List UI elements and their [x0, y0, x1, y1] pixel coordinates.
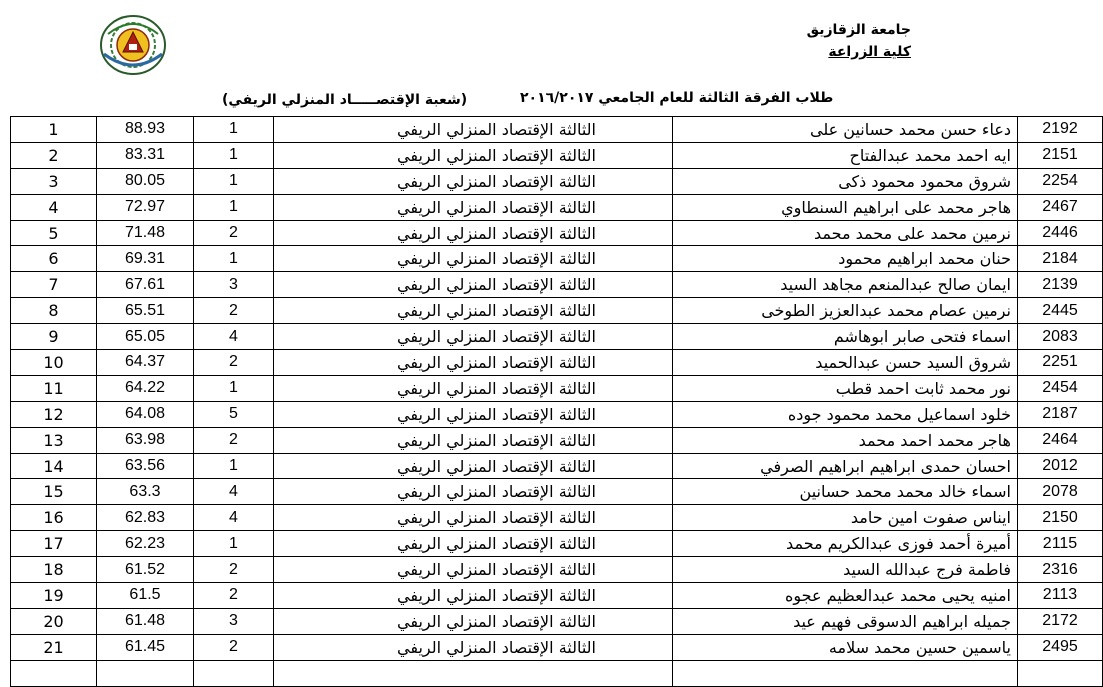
rank-cell: 12	[11, 401, 97, 427]
seat-number-cell: 2495	[1018, 634, 1103, 660]
student-name-cell: أميرة أحمد فوزى عبدالكريم محمد	[673, 531, 1018, 557]
department-cell: الثالثة الإقتصاد المنزلي الريفي	[274, 608, 673, 634]
seat-number-cell: 2192	[1018, 117, 1103, 143]
table-row	[11, 531, 1103, 557]
score-cell: 62.23	[97, 531, 194, 557]
score-cell: 88.93	[97, 117, 194, 143]
department-cell: الثالثة الإقتصاد المنزلي الريفي	[274, 220, 673, 246]
student-name-cell: احسان حمدى ابراهيم ابراهيم الصرفي	[673, 453, 1018, 479]
seat-number-cell: 2113	[1018, 583, 1103, 609]
table-row	[11, 634, 1103, 660]
department-cell: الثالثة الإقتصاد المنزلي الريفي	[274, 194, 673, 220]
rank-cell: 9	[11, 324, 97, 350]
grade-cell: 1	[194, 168, 274, 194]
department-cell: الثالثة الإقتصاد المنزلي الريفي	[274, 168, 673, 194]
student-name-cell: اسماء خالد محمد محمد حسانين	[673, 479, 1018, 505]
seat-number-cell: 2115	[1018, 531, 1103, 557]
department-cell: الثالثة الإقتصاد المنزلي الريفي	[274, 505, 673, 531]
grade-cell: 1	[194, 117, 274, 143]
grade-cell: 1	[194, 246, 274, 272]
rank-cell: 16	[11, 505, 97, 531]
table-row	[11, 557, 1103, 583]
student-name-cell: فاطمة فرج عبدالله السيد	[673, 557, 1018, 583]
student-name-cell: اسماء فتحى صابر ابوهاشم	[673, 324, 1018, 350]
grade-cell: 1	[194, 142, 274, 168]
table-row	[11, 660, 1103, 686]
rank-cell: 8	[11, 298, 97, 324]
rank-cell: 7	[11, 272, 97, 298]
department-cell: الثالثة الإقتصاد المنزلي الريفي	[274, 350, 673, 376]
empty-cell	[97, 660, 194, 686]
grade-cell: 3	[194, 272, 274, 298]
seat-number-cell: 2467	[1018, 194, 1103, 220]
student-name-cell: هاجر محمد على ابراهيم السنطاوي	[673, 194, 1018, 220]
score-cell: 69.31	[97, 246, 194, 272]
table-row	[11, 401, 1103, 427]
score-cell: 72.97	[97, 194, 194, 220]
table-row	[11, 583, 1103, 609]
score-cell: 61.5	[97, 583, 194, 609]
table-row	[11, 117, 1103, 143]
grade-cell: 2	[194, 557, 274, 583]
department-cell: الثالثة الإقتصاد المنزلي الريفي	[274, 531, 673, 557]
department-cell: الثالثة الإقتصاد المنزلي الريفي	[274, 324, 673, 350]
table-row	[11, 608, 1103, 634]
student-name-cell: خلود اسماعيل محمد محمود جوده	[673, 401, 1018, 427]
score-cell: 80.05	[97, 168, 194, 194]
empty-cell	[1018, 660, 1103, 686]
department-cell: الثالثة الإقتصاد المنزلي الريفي	[274, 246, 673, 272]
score-cell: 61.52	[97, 557, 194, 583]
grade-cell: 2	[194, 634, 274, 660]
grade-cell: 5	[194, 401, 274, 427]
table-row	[11, 142, 1103, 168]
grade-cell: 1	[194, 375, 274, 401]
grade-cell: 1	[194, 194, 274, 220]
rank-cell: 4	[11, 194, 97, 220]
department-cell: الثالثة الإقتصاد المنزلي الريفي	[274, 427, 673, 453]
grade-cell: 4	[194, 505, 274, 531]
empty-cell	[194, 660, 274, 686]
table-row	[11, 375, 1103, 401]
rank-cell: 2	[11, 142, 97, 168]
student-name-cell: ايناس صفوت امين حامد	[673, 505, 1018, 531]
score-cell: 61.48	[97, 608, 194, 634]
department-title: (شعبة الإقتصـــــاد المنزلي الريفي)	[222, 92, 468, 108]
seat-number-cell: 2012	[1018, 453, 1103, 479]
grade-cell: 2	[194, 350, 274, 376]
department-cell: الثالثة الإقتصاد المنزلي الريفي	[274, 401, 673, 427]
department-cell: الثالثة الإقتصاد المنزلي الريفي	[274, 557, 673, 583]
seat-number-cell: 2251	[1018, 350, 1103, 376]
department-cell: الثالثة الإقتصاد المنزلي الريفي	[274, 583, 673, 609]
rank-cell: 6	[11, 246, 97, 272]
grade-cell: 2	[194, 583, 274, 609]
rank-cell: 3	[11, 168, 97, 194]
rank-cell: 20	[11, 608, 97, 634]
rank-cell: 13	[11, 427, 97, 453]
score-cell: 64.22	[97, 375, 194, 401]
seat-number-cell: 2254	[1018, 168, 1103, 194]
rank-cell: 5	[11, 220, 97, 246]
rank-cell: 15	[11, 479, 97, 505]
student-name-cell: نور محمد ثابت احمد قطب	[673, 375, 1018, 401]
table-row	[11, 168, 1103, 194]
seat-number-cell: 2464	[1018, 427, 1103, 453]
department-cell: الثالثة الإقتصاد المنزلي الريفي	[274, 479, 673, 505]
empty-cell	[274, 660, 673, 686]
student-name-cell: امنيه يحيى محمد عبدالعظيم عجوه	[673, 583, 1018, 609]
table-row	[11, 505, 1103, 531]
seat-number-cell: 2445	[1018, 298, 1103, 324]
seat-number-cell: 2151	[1018, 142, 1103, 168]
score-cell: 63.3	[97, 479, 194, 505]
table-row	[11, 298, 1103, 324]
table-row	[11, 194, 1103, 220]
university-logo-icon	[98, 14, 168, 76]
seat-number-cell: 2184	[1018, 246, 1103, 272]
table-row	[11, 220, 1103, 246]
rank-cell: 11	[11, 375, 97, 401]
table-row	[11, 272, 1103, 298]
rank-cell: 10	[11, 350, 97, 376]
seat-number-cell: 2187	[1018, 401, 1103, 427]
rank-cell: 14	[11, 453, 97, 479]
student-name-cell: شروق السيد حسن عبدالحميد	[673, 350, 1018, 376]
table-row	[11, 350, 1103, 376]
grade-cell: 1	[194, 453, 274, 479]
student-name-cell: ايمان صالح عبدالمنعم مجاهد السيد	[673, 272, 1018, 298]
student-name-cell: نرمين عصام محمد عبدالعزيز الطوخى	[673, 298, 1018, 324]
score-cell: 62.83	[97, 505, 194, 531]
grade-cell: 4	[194, 479, 274, 505]
score-cell: 65.05	[97, 324, 194, 350]
grade-cell: 4	[194, 324, 274, 350]
score-cell: 64.08	[97, 401, 194, 427]
student-name-cell: شروق محمود محمود ذكى	[673, 168, 1018, 194]
department-cell: الثالثة الإقتصاد المنزلي الريفي	[274, 634, 673, 660]
seat-number-cell: 2150	[1018, 505, 1103, 531]
score-cell: 83.31	[97, 142, 194, 168]
table-row	[11, 427, 1103, 453]
seat-number-cell: 2078	[1018, 479, 1103, 505]
grade-cell: 2	[194, 220, 274, 246]
seat-number-cell: 2139	[1018, 272, 1103, 298]
score-cell: 65.51	[97, 298, 194, 324]
grade-cell: 2	[194, 298, 274, 324]
rank-cell: 19	[11, 583, 97, 609]
table-row	[11, 479, 1103, 505]
score-cell: 63.98	[97, 427, 194, 453]
student-name-cell: ياسمين حسين محمد سلامه	[673, 634, 1018, 660]
table-row	[11, 246, 1103, 272]
student-name-cell: هاجر محمد احمد محمد	[673, 427, 1018, 453]
student-name-cell: حنان محمد ابراهيم محمود	[673, 246, 1018, 272]
table-row	[11, 324, 1103, 350]
rank-cell: 17	[11, 531, 97, 557]
department-cell: الثالثة الإقتصاد المنزلي الريفي	[274, 453, 673, 479]
seat-number-cell: 2172	[1018, 608, 1103, 634]
university-name: جامعة الزقازيق	[806, 22, 911, 38]
grade-cell: 1	[194, 531, 274, 557]
student-name-cell: نرمين محمد على محمد محمد	[673, 220, 1018, 246]
score-cell: 71.48	[97, 220, 194, 246]
seat-number-cell: 2083	[1018, 324, 1103, 350]
rank-cell: 1	[11, 117, 97, 143]
empty-cell	[673, 660, 1018, 686]
rank-cell: 21	[11, 634, 97, 660]
grade-cell: 3	[194, 608, 274, 634]
rank-cell: 18	[11, 557, 97, 583]
empty-cell	[11, 660, 97, 686]
department-cell: الثالثة الإقتصاد المنزلي الريفي	[274, 117, 673, 143]
student-name-cell: ايه احمد محمد عبدالفتاح	[673, 142, 1018, 168]
score-cell: 61.45	[97, 634, 194, 660]
department-cell: الثالثة الإقتصاد المنزلي الريفي	[274, 298, 673, 324]
score-cell: 67.61	[97, 272, 194, 298]
seat-number-cell: 2446	[1018, 220, 1103, 246]
student-name-cell: دعاء حسن محمد حسانين على	[673, 117, 1018, 143]
seat-number-cell: 2316	[1018, 557, 1103, 583]
score-cell: 64.37	[97, 350, 194, 376]
seat-number-cell: 2454	[1018, 375, 1103, 401]
score-cell: 63.56	[97, 453, 194, 479]
faculty-name: كلية الزراعة	[828, 44, 911, 60]
student-name-cell: جميله ابراهيم الدسوقى فهيم عيد	[673, 608, 1018, 634]
page-title: طلاب الفرقة الثالثة للعام الجامعي ٢٠١٦/٢٠١٧	[520, 90, 834, 106]
department-cell: الثالثة الإقتصاد المنزلي الريفي	[274, 375, 673, 401]
students-table	[10, 116, 1103, 687]
department-cell: الثالثة الإقتصاد المنزلي الريفي	[274, 142, 673, 168]
department-cell: الثالثة الإقتصاد المنزلي الريفي	[274, 272, 673, 298]
table-row	[11, 453, 1103, 479]
grade-cell: 2	[194, 427, 274, 453]
